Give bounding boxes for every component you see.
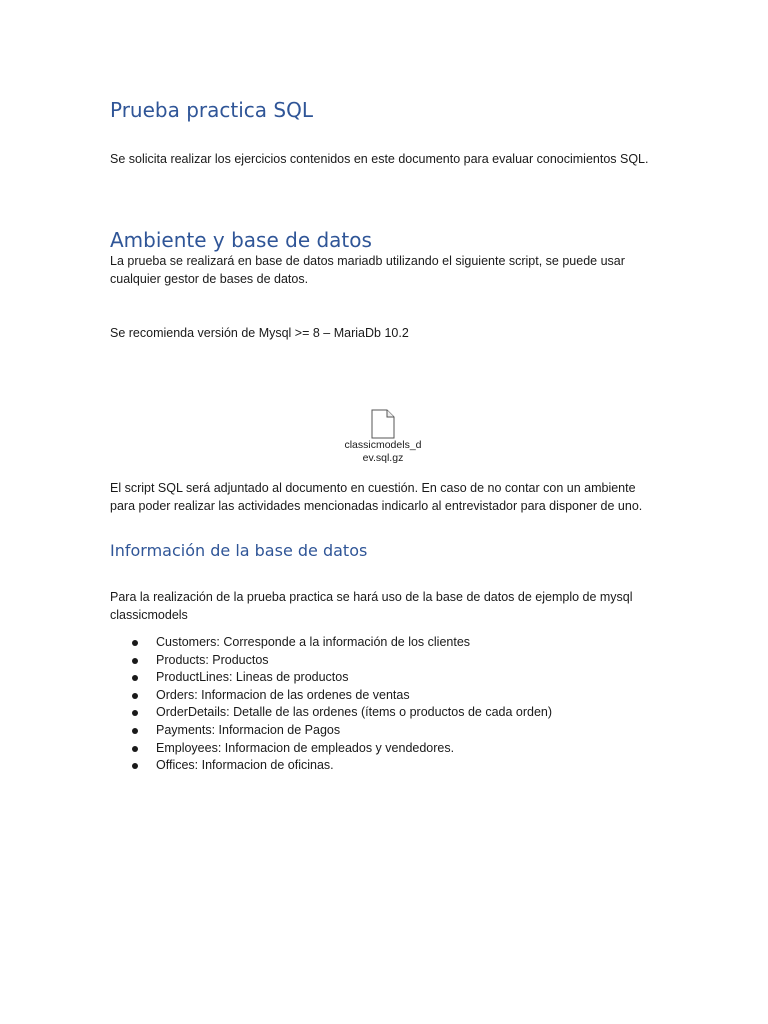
informacion-paragraph: Para la realización de la prueba practica se hará uso de la base de datos de ejemplo de mysql classicmodels: [110, 590, 633, 622]
bullet-icon: [132, 746, 138, 752]
list-item-text: Customers: Corresponde a la información de los clientes: [156, 635, 471, 649]
ambiente-paragraph: La prueba se realizará en base de datos mariadb utilizando el siguiente script, se puede usar cualquier gestor de bases de datos.: [110, 254, 625, 286]
tables-list: [110, 634, 552, 775]
list-item-text: OrderDetails: Detalle de las ordenes (ítems o productos de cada orden): [156, 705, 553, 720]
version-recommendation: Se recomienda versión de Mysql >= 8 – MariaDb 10.2: [110, 326, 409, 340]
bullet-icon: [132, 710, 138, 716]
list-item: [110, 757, 552, 775]
list-item: [110, 634, 552, 652]
list-item: [110, 722, 552, 740]
bullet-icon: [132, 728, 138, 734]
bullet-icon: [132, 693, 138, 699]
bullet-icon: [132, 763, 138, 769]
list-item: [110, 652, 552, 670]
section-heading-ambiente: Ambiente y base de datos: [110, 228, 372, 252]
list-item-text: ProductLines: Lineas de productos: [156, 670, 349, 685]
bullet-icon: [132, 640, 138, 646]
attachment-file[interactable]: [333, 409, 433, 464]
list-item: [110, 740, 552, 758]
section-heading-informacion: Información de la base de datos: [110, 541, 368, 560]
script-paragraph: El script SQL será adjuntado al documento en cuestión. En caso de no contar con un ambiente para poder realizar las actividades mencionadas indicarlo al entrevistador para disponer de uno.: [110, 481, 643, 513]
list-item: [110, 687, 552, 705]
intro-paragraph: Se solicita realizar los ejercicios contenidos en este documento para evaluar conocimientos SQL.: [110, 152, 649, 166]
document-title: Prueba practica SQL: [110, 98, 313, 122]
bullet-icon: [132, 658, 138, 664]
list-item-text: Orders: Informacion de las ordenes de ventas: [156, 687, 410, 702]
bullet-icon: [132, 675, 138, 681]
list-item-text: Offices: Informacion de oficinas.: [156, 758, 334, 773]
list-item: [110, 704, 552, 722]
list-item-text: Employees: Informacion de empleados y vendedores.: [156, 740, 455, 755]
list-item-text: Products: Productos: [156, 652, 269, 667]
file-icon: [370, 409, 396, 439]
list-item-text: Payments: Informacion de Pagos: [156, 722, 341, 737]
list-item: [110, 669, 552, 687]
attachment-filename: classicmodels_dev.sql.gz: [344, 439, 422, 464]
